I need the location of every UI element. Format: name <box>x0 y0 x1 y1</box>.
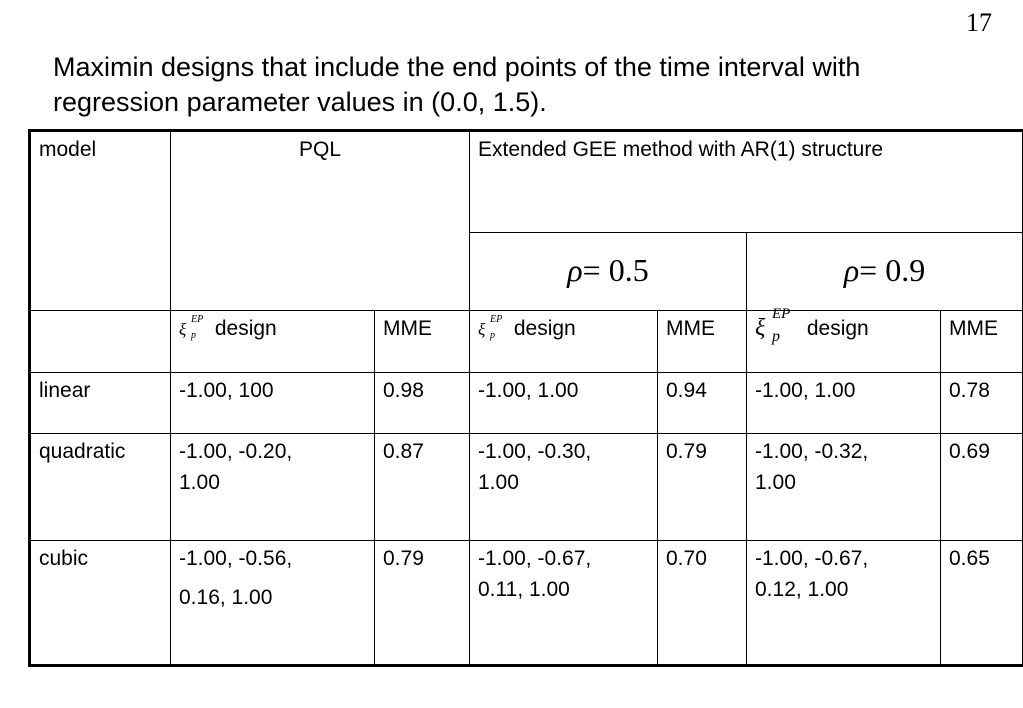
pql-mme-cell: 0.98 <box>375 373 470 434</box>
gee05-design-cell: -1.00, 1.00 <box>470 373 658 434</box>
header-rho-05 <box>470 233 747 311</box>
gee05-design-cell: -1.00, -0.30, 1.00 <box>470 434 658 541</box>
gee09-mme-cell: 0.78 <box>941 373 1023 434</box>
header-gee: Extended GEE method with AR(1) structure <box>470 131 1023 233</box>
header-row-1 <box>30 131 1023 233</box>
table-row <box>30 373 1023 434</box>
subheader-gee09-design <box>747 306 941 373</box>
gee09-design-cell: -1.00, -0.67, 0.12, 1.00 <box>747 541 941 666</box>
rho-symbol: ρ <box>567 252 583 288</box>
table-row <box>30 541 1023 666</box>
pql-mme-cell: 0.79 <box>375 541 470 666</box>
subheader-pql-design <box>171 311 375 373</box>
rho-05-formula <box>567 235 648 286</box>
gee09-mme-cell: 0.65 <box>941 541 1023 666</box>
row-model: cubic <box>30 541 171 666</box>
subheader-empty <box>30 311 171 373</box>
row-model: linear <box>30 373 171 434</box>
gee05-mme-cell: 0.70 <box>658 541 747 666</box>
slide-title <box>53 50 1013 120</box>
pql-design-cell: -1.00, -0.56, 0.16, 1.00 <box>171 541 375 666</box>
title-line-1: Maximin designs that include the end points of the time interval with <box>53 52 861 82</box>
maximin-design-table <box>28 129 1023 667</box>
xi-symbol: ξ EP p <box>478 314 503 341</box>
gee05-design-cell: -1.00, -0.67, 0.11, 1.00 <box>470 541 658 666</box>
pql-design-cell: -1.00, 100 <box>171 373 375 434</box>
rho-09-formula <box>844 235 925 286</box>
page-number: 17 <box>966 8 992 37</box>
subheader-gee09-mme: MME <box>941 311 1023 373</box>
subheader-row <box>30 311 1023 373</box>
gee09-mme-cell: 0.69 <box>941 434 1023 541</box>
pql-mme-cell: 0.87 <box>375 434 470 541</box>
row-model: quadratic <box>30 434 171 541</box>
gee09-design-cell: -1.00, 1.00 <box>747 373 941 434</box>
subheader-gee05-mme: MME <box>658 311 747 373</box>
xi-symbol: ξ EP p <box>755 306 791 345</box>
design-label: design <box>806 317 869 340</box>
design-label: design <box>214 317 277 340</box>
rho-05-value: = 0.5 <box>582 252 649 288</box>
gee05-mme-cell: 0.94 <box>658 373 747 434</box>
title-line-2: regression parameter values in (0.0, 1.5). <box>53 87 547 117</box>
pql-design-cell: -1.00, -0.20, 1.00 <box>171 434 375 541</box>
gee09-design-cell: -1.00, -0.32, 1.00 <box>747 434 941 541</box>
header-pql: PQL <box>171 131 470 311</box>
table-row <box>30 434 1023 541</box>
header-model: model <box>30 131 171 311</box>
design-label: design <box>513 317 576 340</box>
rho-09-value: = 0.9 <box>859 252 926 288</box>
subheader-pql-mme: MME <box>375 311 470 373</box>
subheader-gee05-design <box>470 311 658 373</box>
gee05-mme-cell: 0.79 <box>658 434 747 541</box>
xi-symbol: ξ EP p <box>179 314 204 341</box>
rho-symbol: ρ <box>843 252 860 288</box>
